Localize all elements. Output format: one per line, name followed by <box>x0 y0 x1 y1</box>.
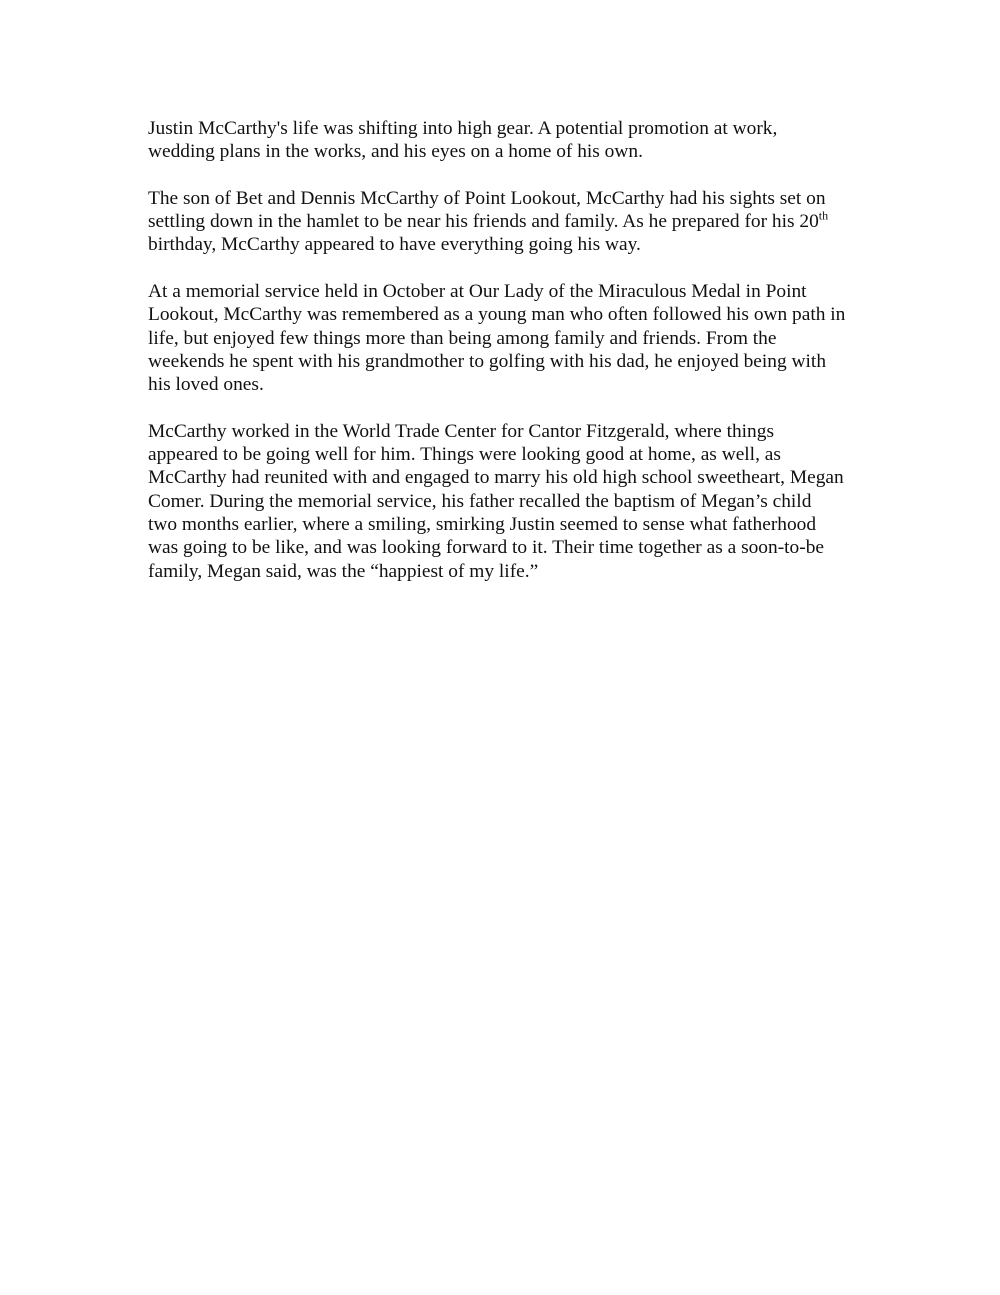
text-line: two months earlier, where a smiling, smirking Justin seemed to sense what fatherhood <box>148 514 817 536</box>
text-line: appeared to be going well for him. Things were looking good at home, as well, as <box>148 444 781 466</box>
document-body <box>148 117 868 606</box>
text-line: The son of Bet and Dennis McCarthy of Point Lookout, McCarthy had his sights set on <box>148 187 826 209</box>
text-line: Justin McCarthy's life was shifting into high gear. A potential promotion at work, <box>148 118 778 139</box>
text-line: was going to be like, and was looking forward to it. Their time together as a soon-to-be <box>148 537 825 559</box>
text-line: weekends he spent with his grandmother to golfing with his dad, he enjoyed being with <box>148 350 827 372</box>
paragraph-3 <box>148 280 868 396</box>
text-line: Lookout, McCarthy was remembered as a young man who often followed his own path in <box>148 304 846 326</box>
paragraph-1 <box>148 117 868 164</box>
text-line: At a memorial service held in October at Our Lady of the Miraculous Medal in Point <box>148 281 807 303</box>
paragraph-2 <box>148 187 868 257</box>
text-line: Comer. During the memorial service, his father recalled the baptism of Megan’s child <box>148 490 812 512</box>
text-line-with-superscript <box>148 210 868 233</box>
text-line: family, Megan said, was the “happiest of my life.” <box>148 560 539 582</box>
text-line-content: settling down in the hamlet to be near his friends and family. As he prepared for his 20 <box>148 211 819 233</box>
text-line: wedding plans in the works, and his eyes on a home of his own. <box>148 141 643 163</box>
text-line: McCarthy worked in the World Trade Center for Cantor Fitzgerald, where things <box>148 420 774 442</box>
text-line: McCarthy had reunited with and engaged to marry his old high school sweetheart, Megan <box>148 467 844 489</box>
text-line: birthday, McCarthy appeared to have everything going his way. <box>148 234 641 256</box>
paragraph-4 <box>148 420 868 583</box>
superscript-ordinal: th <box>818 208 829 223</box>
text-line: his loved ones. <box>148 374 264 396</box>
text-line: life, but enjoyed few things more than being among family and friends. From the <box>148 327 777 349</box>
